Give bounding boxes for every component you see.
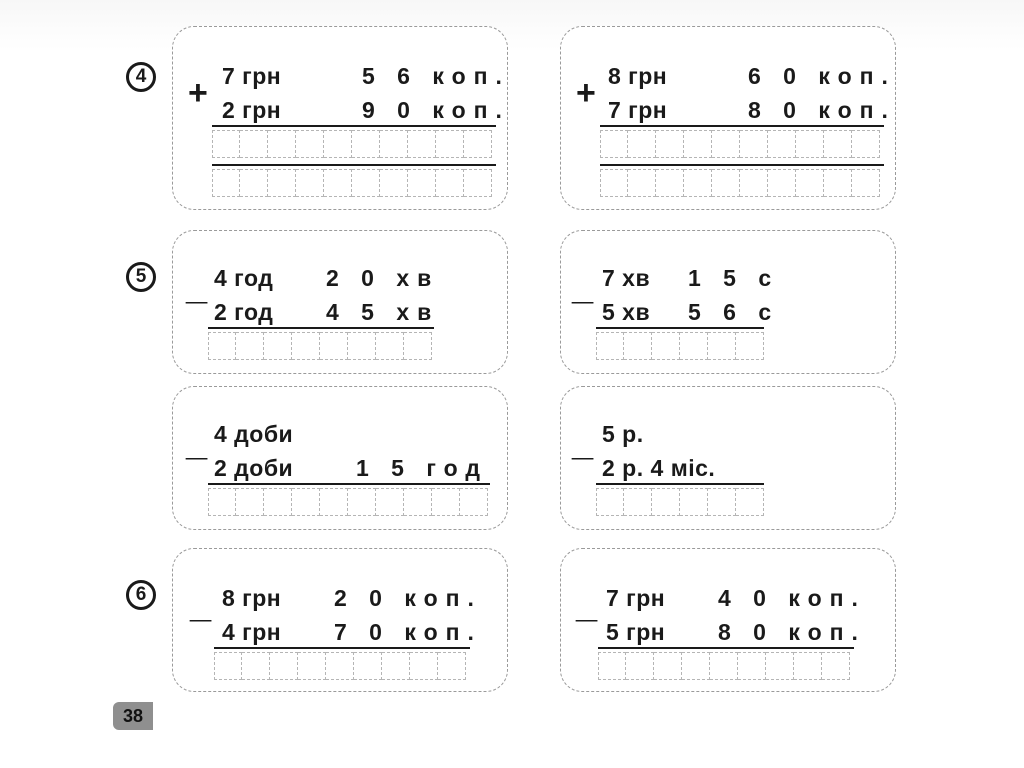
row-value: 6 0 коп. xyxy=(748,63,896,89)
minus-sign: _ xyxy=(186,266,208,308)
answer-cell[interactable] xyxy=(324,130,352,158)
answer-cell[interactable] xyxy=(738,652,766,680)
answer-cell[interactable] xyxy=(320,332,348,360)
row-value: 8 0 коп. xyxy=(748,97,896,123)
answer-cell[interactable] xyxy=(380,169,408,197)
row-unit-value: 5 хв xyxy=(602,299,651,325)
answer-cell[interactable] xyxy=(242,652,270,680)
answer-cell[interactable] xyxy=(796,130,824,158)
answer-cell[interactable] xyxy=(408,169,436,197)
row-value: 1 5 год xyxy=(356,455,488,481)
answer-cell[interactable] xyxy=(596,332,624,360)
answer-cell[interactable] xyxy=(354,652,382,680)
answer-cell[interactable] xyxy=(376,488,404,516)
row-value: 2 0 коп. xyxy=(334,585,482,611)
answer-cell[interactable] xyxy=(596,488,624,516)
row-unit-value: 7 грн xyxy=(222,63,282,89)
answer-cell[interactable] xyxy=(296,169,324,197)
answer-cell[interactable] xyxy=(652,488,680,516)
answer-cell[interactable] xyxy=(410,652,438,680)
task-number-badge: 4 xyxy=(126,62,156,92)
row-unit-value: 5 р. xyxy=(602,421,644,447)
answer-cell[interactable] xyxy=(684,169,712,197)
answer-cell[interactable] xyxy=(852,169,880,197)
answer-cell[interactable] xyxy=(376,332,404,360)
answer-cell[interactable] xyxy=(292,332,320,360)
minus-sign: _ xyxy=(572,422,594,464)
answer-grid[interactable] xyxy=(212,169,492,197)
answer-cell[interactable] xyxy=(626,652,654,680)
answer-cell[interactable] xyxy=(348,488,376,516)
row-unit-value: 8 грн xyxy=(222,585,282,611)
answer-cell[interactable] xyxy=(684,130,712,158)
row-value: 2 0 хв xyxy=(326,265,440,291)
answer-cell[interactable] xyxy=(708,488,736,516)
answer-cell[interactable] xyxy=(352,130,380,158)
answer-cell[interactable] xyxy=(680,332,708,360)
answer-line xyxy=(596,327,764,329)
answer-cell[interactable] xyxy=(682,652,710,680)
answer-cell[interactable] xyxy=(236,332,264,360)
row-value: 5 6 коп. xyxy=(362,63,510,89)
answer-grid[interactable] xyxy=(208,332,432,360)
plus-sign: + xyxy=(188,74,208,112)
answer-cell[interactable] xyxy=(460,488,488,516)
answer-line xyxy=(600,125,884,127)
answer-cell[interactable] xyxy=(712,169,740,197)
answer-line xyxy=(214,647,470,649)
answer-cell[interactable] xyxy=(208,488,236,516)
answer-line xyxy=(208,327,434,329)
answer-cell[interactable] xyxy=(404,488,432,516)
answer-cell[interactable] xyxy=(794,652,822,680)
answer-cell[interactable] xyxy=(348,332,376,360)
answer-cell[interactable] xyxy=(796,169,824,197)
answer-cell[interactable] xyxy=(736,332,764,360)
task-number-badge: 5 xyxy=(126,262,156,292)
minus-sign: _ xyxy=(572,266,594,308)
answer-cell[interactable] xyxy=(824,130,852,158)
answer-cell[interactable] xyxy=(382,652,410,680)
row-unit-value: 4 год xyxy=(214,265,274,291)
answer-cell[interactable] xyxy=(296,130,324,158)
answer-cell[interactable] xyxy=(712,130,740,158)
answer-grid[interactable] xyxy=(596,488,764,516)
row-value: 8 0 коп. xyxy=(718,619,866,645)
answer-cell[interactable] xyxy=(656,169,684,197)
answer-cell[interactable] xyxy=(270,652,298,680)
answer-cell[interactable] xyxy=(324,169,352,197)
answer-cell[interactable] xyxy=(624,332,652,360)
answer-cell[interactable] xyxy=(436,130,464,158)
row-value: 5 6 с xyxy=(688,299,780,325)
answer-cell[interactable] xyxy=(404,332,432,360)
row-value: 4 5 хв xyxy=(326,299,440,325)
row-value: 7 0 коп. xyxy=(334,619,482,645)
answer-cell[interactable] xyxy=(264,332,292,360)
answer-cell[interactable] xyxy=(268,169,296,197)
answer-cell[interactable] xyxy=(352,169,380,197)
answer-cell[interactable] xyxy=(624,488,652,516)
answer-cell[interactable] xyxy=(240,169,268,197)
answer-cell[interactable] xyxy=(656,130,684,158)
answer-cell[interactable] xyxy=(292,488,320,516)
answer-grid[interactable] xyxy=(596,332,764,360)
row-unit-value: 5 грн xyxy=(606,619,666,645)
row-unit-value: 2 доби xyxy=(214,455,294,481)
answer-cell[interactable] xyxy=(710,652,738,680)
answer-cell[interactable] xyxy=(326,652,354,680)
row-unit-value: 4 доби xyxy=(214,421,294,447)
answer-cell[interactable] xyxy=(740,169,768,197)
answer-cell[interactable] xyxy=(822,652,850,680)
answer-line xyxy=(598,647,854,649)
answer-grid[interactable] xyxy=(214,652,466,680)
answer-line xyxy=(212,164,496,166)
answer-line xyxy=(208,483,490,485)
row-unit-value: 8 грн xyxy=(608,63,668,89)
answer-cell[interactable] xyxy=(268,130,296,158)
answer-line xyxy=(596,483,764,485)
answer-cell[interactable] xyxy=(600,130,628,158)
answer-cell[interactable] xyxy=(432,488,460,516)
answer-cell[interactable] xyxy=(240,130,268,158)
answer-cell[interactable] xyxy=(628,130,656,158)
row-value: 9 0 коп. xyxy=(362,97,510,123)
answer-cell[interactable] xyxy=(408,130,436,158)
answer-cell[interactable] xyxy=(768,169,796,197)
answer-cell[interactable] xyxy=(628,169,656,197)
answer-cell[interactable] xyxy=(464,169,492,197)
answer-cell[interactable] xyxy=(740,130,768,158)
minus-sign: _ xyxy=(186,422,208,464)
answer-cell[interactable] xyxy=(212,130,240,158)
answer-cell[interactable] xyxy=(768,130,796,158)
answer-cell[interactable] xyxy=(598,652,626,680)
answer-grid[interactable] xyxy=(212,130,492,158)
answer-grid[interactable] xyxy=(208,488,488,516)
answer-cell[interactable] xyxy=(680,488,708,516)
row-value: 1 5 с xyxy=(688,265,780,291)
answer-cell[interactable] xyxy=(736,488,764,516)
answer-cell[interactable] xyxy=(380,130,408,158)
answer-cell[interactable] xyxy=(652,332,680,360)
answer-line xyxy=(212,125,496,127)
row-unit-value: 2 грн xyxy=(222,97,282,123)
answer-cell[interactable] xyxy=(600,169,628,197)
row-unit-value: 7 хв xyxy=(602,265,651,291)
answer-cell[interactable] xyxy=(298,652,326,680)
task-number-badge: 6 xyxy=(126,580,156,610)
row-unit-value: 7 грн xyxy=(606,585,666,611)
answer-grid[interactable] xyxy=(600,130,880,158)
answer-cell[interactable] xyxy=(654,652,682,680)
answer-cell[interactable] xyxy=(236,488,264,516)
answer-cell[interactable] xyxy=(824,169,852,197)
answer-line xyxy=(600,164,884,166)
plus-sign: + xyxy=(576,74,596,112)
row-unit-value: 7 грн xyxy=(608,97,668,123)
answer-cell[interactable] xyxy=(264,488,292,516)
minus-sign: _ xyxy=(190,584,212,626)
row-unit-value: 2 год xyxy=(214,299,274,325)
answer-cell[interactable] xyxy=(464,130,492,158)
answer-cell[interactable] xyxy=(708,332,736,360)
row-unit-value: 4 грн xyxy=(222,619,282,645)
answer-cell[interactable] xyxy=(852,130,880,158)
page-number: 38 xyxy=(113,702,153,730)
row-value: 4 0 коп. xyxy=(718,585,866,611)
answer-cell[interactable] xyxy=(438,652,466,680)
answer-cell[interactable] xyxy=(320,488,348,516)
answer-cell[interactable] xyxy=(214,652,242,680)
answer-cell[interactable] xyxy=(212,169,240,197)
row-unit-value: 2 р. 4 міс. xyxy=(602,455,716,481)
answer-grid[interactable] xyxy=(598,652,850,680)
answer-grid[interactable] xyxy=(600,169,880,197)
minus-sign: _ xyxy=(576,584,598,626)
answer-cell[interactable] xyxy=(766,652,794,680)
answer-cell[interactable] xyxy=(436,169,464,197)
answer-cell[interactable] xyxy=(208,332,236,360)
